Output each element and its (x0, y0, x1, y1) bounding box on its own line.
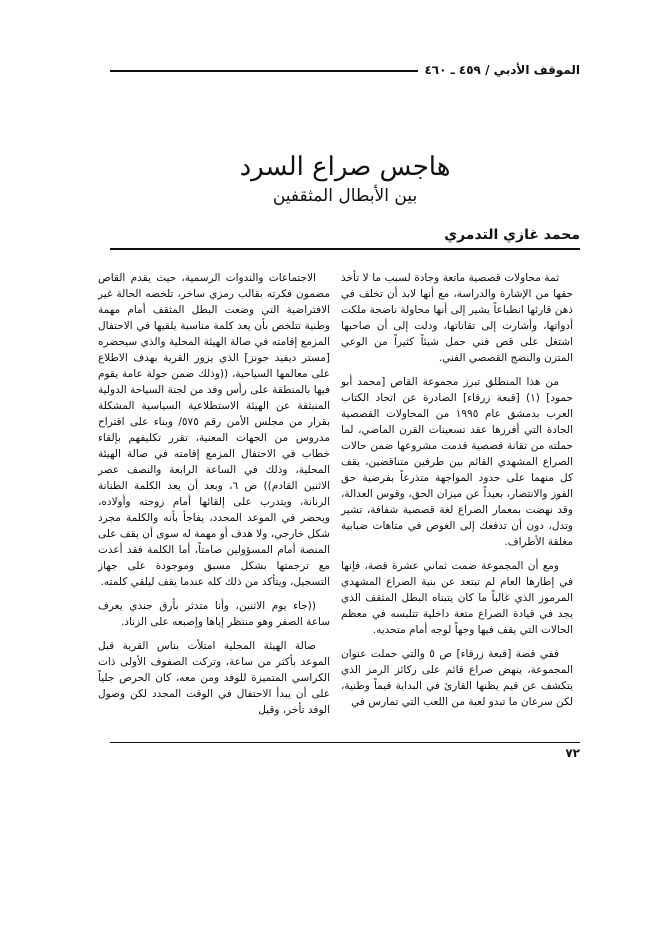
paragraph: ثمة محاولات قصصية ماتعة وجادة لسبب ما لا تأخذ حقها من الإشارة والدراسة، مع أنها لابد أن تخلف في ذهن قارئها انطباعاً يشير إلى أنها محاولة ناضجة ملكت أدواتها، وأشارت إلى تقاناتها، ودلت إلى أن صاحبها اشتغل على قص فني حمل شيئاً كثيراً من الوعي المتزن والنضج القصصي الفني. (341, 272, 573, 364)
text-column-right (341, 270, 573, 718)
article-subtitle: بين الأبطال المثقفين (272, 186, 418, 206)
text-column-left (98, 270, 330, 726)
paragraph: صالة الهيئة المحلية امتلأت بناس القرية قبل الموعد بأكثر من ساعة، وتركت الصفوف الأولى ذات الكراسي المتميزة للوفد ومن معه، كان الحرص جلياً على أن يبدأ الاحتفال في الوقت المحدد لكن وصول الوفد تأخر، وقيل (98, 640, 330, 716)
author-name: محمد غازي التدمري (444, 227, 580, 243)
author-rule (110, 248, 580, 250)
paragraph: الاجتماعات والندوات الرسمية، حيث يقدم القاص مضمون فكرته بقالب رمزي ساخر، تلخصه الحالة غير الافتراضية التي وضعت البطل المثقف أمام مهمة وطنية تتلخص بأن يعد كلمة مناسبة يلقيها في الاحتفال المزمع إقامته في صالة الهيئة المحلية والذي سيحضره [مستر ديفيد جونز] الذي يزور القرية بهدف الاطلاع على معالمها السياحية، ((وذلك ضمن جولة عامة يقوم فيها بالمنطقة على رأس وفد من لجنة السياحة الدولية المنبثقة عن الهيئة الاستطلاعية السياسية المشكلة بقرار من مجلس الأمن رقم ٥٧٥/ وبناء على اقتراح مدروس من الجهات المعنية، تقرر تكليفهم بإلقاء خطاب في الاحتفال المزمع إقامته في صالة الهيئة المحلية، وذلك في الساعة الرابعة والنصف عصر الاثنين القادم)) ص ٦، وبعد أن يعد الكلمة الطنانة الرنانة، ويتدرب على إلقائها أمام زوجته وأولاده، ويحضر في الموعد المحدد، يفاجأ بأنه والكلمة مجرد شكل خارجي، ولا هدف أو مهمة له سوى أن يقف على المنصة أمام المسؤولين صامتاً، أما الكلمة فقد أعدت مع ترجمتها بشكل مسبق وموجودة على جهاز التسجيل، ويتأكد من ذلك كله عندما يقف ليلقي كلمته. (98, 272, 331, 588)
footer-rule (110, 742, 580, 743)
running-header (110, 60, 580, 84)
article-title: هاجس صراع السرد (239, 152, 451, 182)
paragraph: من هذا المنطلق تبرز مجموعة القاص [محمد أبو حمود] (١) [قبعة زرقاء] الصادرة عن اتحاد الكتاب العرب بدمشق عام ١٩٩٥ من المحاولات القصصية الجادة التي أفرزها عقد تسعينات القرن الماضي، لما حملته من تقانة قصصية قدمت مشروعها ضمن حالات الصراع المشهدي القائم بين طرفين متناقضين، يقف كل منهما على حدود المواجهة متذرعاً بفرضية حق الفوز والانتصار، بعيداً عن ميزان الحق، وقوس العدالة، وقد نهضت بمعمار الصراع لغة قصصية شفافة، تشير وتدل، دون أن تدفعك إلى الغوص في متاهات ضبابية مغلقة الأطراف. (341, 376, 573, 548)
paragraph: ففي قصة [قبعة زرقاء] ص ٥ والتي حملت عنوان المجموعة، ينهض صراع قائم على ركائز الرمز الذي يتكشف عن قيم يظنها القارئ في البداية قيماً وطنية، لكن سرعان ما تبدو لعبة من اللعب التي تمارس في (341, 648, 573, 708)
author-row (110, 224, 580, 250)
page-number: ٧٢ (565, 746, 580, 760)
paragraph: ومع أن المجموعة ضمت ثماني عشرة قصة، فإنها في إطارها العام لم تبتعد عن بنية الصراع المشهدي المرموز الذي غالباً ما كان يتبناه البطل المثقف الذي يجد في قيادة الصراع متعة داخلية تتلبسه في معظم الحالات التي يقف فيها وجهاً لوجه أمام متحديه. (341, 560, 573, 636)
journal-issue-label: الموقف الأدبي / ٤٥٩ ـ ٤٦٠ (418, 60, 580, 80)
paragraph: ((جاء يوم الاثنين، وأنا متدثر بأرق جندي يعرف ساعة الصفر وهو منتظر إياها وإصبعه على الزناد. (98, 600, 330, 628)
